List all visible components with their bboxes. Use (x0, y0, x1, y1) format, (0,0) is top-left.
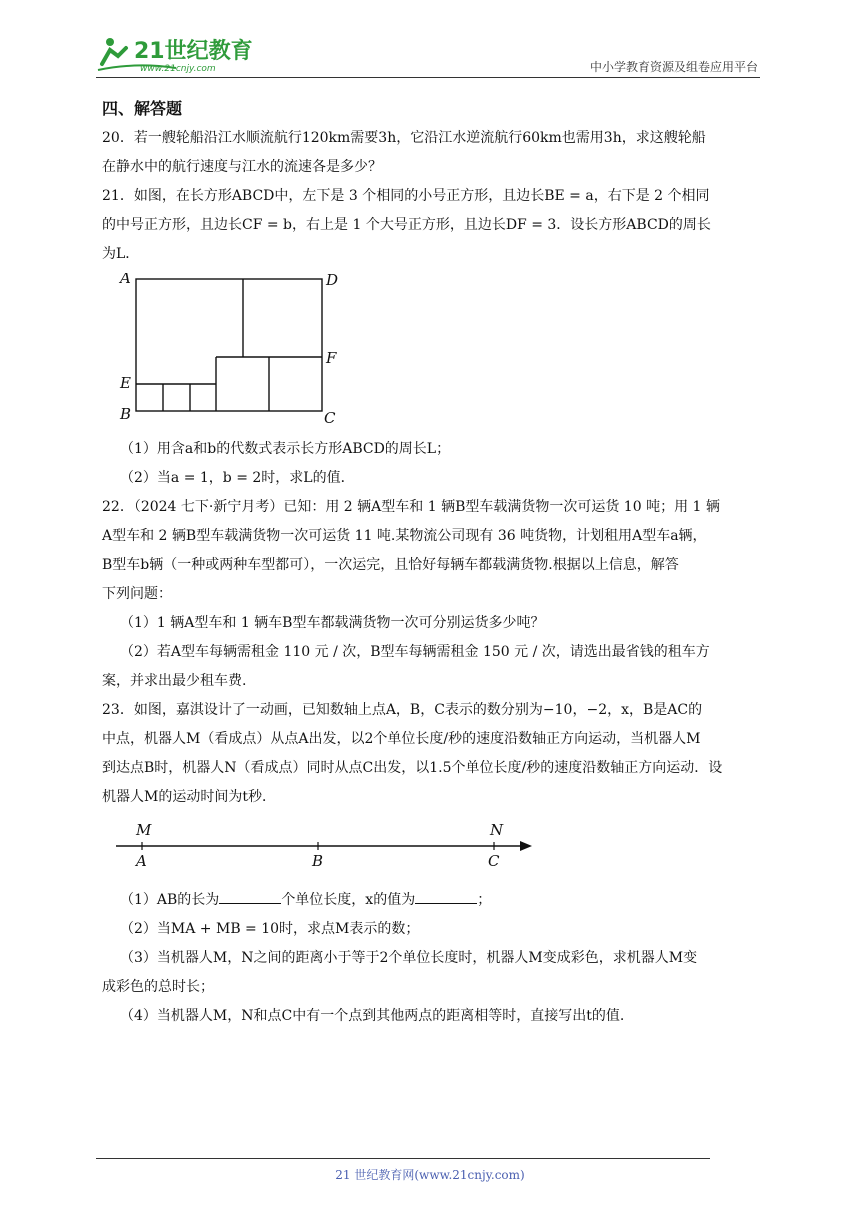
q23-sub-4: （4）当机器人M，N和点C中有一个点到其他两点的距离相等时，直接写出t的值. (120, 1008, 625, 1024)
label-F: F (326, 349, 337, 367)
answer-blank-x[interactable] (415, 887, 477, 904)
footer-text: 21 世纪教育网(www.21cnjy.com) (335, 1168, 525, 1182)
q23-sub-1c: ； (477, 892, 492, 908)
footer-divider (96, 1158, 710, 1159)
q23-line-3: 到达点B时，机器人N（看成点）同时从点C出发，以1.5个单位长度/秒的速度沿数轴正方向运动．设 (102, 760, 723, 776)
q23-sub-1b: 个单位长度，x的值为 (281, 892, 416, 908)
q23-line-1: 23．如图，嘉淇设计了一动画，已知数轴上点A，B，C表示的数分别为−10，−2，x，B是AC的 (102, 702, 703, 718)
logo-subtext: www.21cnjy.com (140, 64, 216, 74)
point-C: C (488, 852, 500, 870)
q22-line-2: A型车和 2 辆B型车载满货物一次可运货 11 吨.某物流公司现有 36 吨货物，计划租用A型车a辆， (102, 528, 707, 544)
label-D: D (326, 273, 339, 289)
label-E: E (120, 374, 131, 392)
q20-line-2: 在静水中的航行速度与江水的流速各是多少？ (102, 159, 382, 175)
label-B: B (120, 405, 132, 423)
q23-line-2: 中点，机器人M（看成点）从点A出发，以2个单位长度/秒的速度沿数轴正方向运动，当机器人M (102, 731, 701, 747)
q22-line-1: 22．（2024 七下·新宁月考）已知：用 2 辆A型车和 1 辆B型车载满货物一次可运货 10 吨；用 1 辆 (102, 499, 720, 515)
q22-sub-2b: 案，并求出最少租车费. (102, 673, 247, 689)
point-A: A (136, 852, 147, 870)
platform-name: 中小学教育资源及组卷应用平台 (589, 60, 758, 74)
answer-blank-ab[interactable] (219, 887, 281, 904)
number-line-figure (116, 820, 536, 880)
point-B: B (312, 852, 324, 870)
q22-line-4: 下列问题： (102, 586, 172, 602)
q21-line-3: 为L． (102, 246, 140, 262)
q23-sub-2: （2）当MA + MB = 10时，求点M表示的数； (120, 921, 420, 937)
q23-sub-3b: 成彩色的总时长； (102, 979, 214, 995)
q21-line-2: 的中号正方形，且边长CF = b，右上是 1 个大号正方形，且边长DF = 3．设长方形ABCD的周长 (102, 217, 711, 233)
label-A: A (120, 273, 131, 287)
q20-line-1: 20．若一艘轮船沿江水顺流航行120km需要3h，它沿江水逆流航行60km也需用3h，求这艘轮船 (102, 130, 706, 146)
q23-sub-3a: （3）当机器人M，N之间的距离小于等于2个单位长度时，机器人M变成彩色，求机器人M变 (120, 950, 698, 966)
header-divider (96, 77, 760, 78)
section-title: 四、解答题 (102, 99, 183, 118)
q23-sub-1a: （1）AB的长为 (120, 892, 220, 908)
q21-line-1: 21．如图，在长方形ABCD中，左下是 3 个相同的小号正方形，且边长BE = a，右下是 2 个相同 (102, 188, 710, 204)
q22-sub-2a: （2）若A型车每辆需租金 110 元 / 次，B型车每辆需租金 150 元 / 次，请选出最省钱的租车方 (120, 644, 710, 660)
logo-text: 21世纪教育 (134, 39, 253, 64)
page-header (96, 30, 760, 78)
q23-line-4: 机器人M的运动时间为t秒． (102, 789, 276, 805)
worksheet-content (102, 94, 766, 1031)
q21-sub-2: （2）当a = 1，b = 2时，求L的值． (120, 470, 355, 486)
q22-sub-1: （1）1 辆A型车和 1 辆车B型车都载满货物一次可分别运货多少吨？ (120, 615, 545, 631)
q21-sub-1: （1）用含a和b的代数式表示长方形ABCD的周长L； (120, 441, 451, 457)
label-M: M (136, 821, 152, 839)
brand-logo (96, 34, 266, 74)
rectangle-figure (118, 273, 348, 431)
q22-line-3: B型车b辆（一种或两种车型都可），一次运完，且恰好每辆车都载满货物.根据以上信息，解答 (102, 557, 679, 573)
label-N: N (490, 821, 504, 839)
label-C: C (324, 409, 336, 427)
q23-sub-1 (102, 886, 766, 915)
